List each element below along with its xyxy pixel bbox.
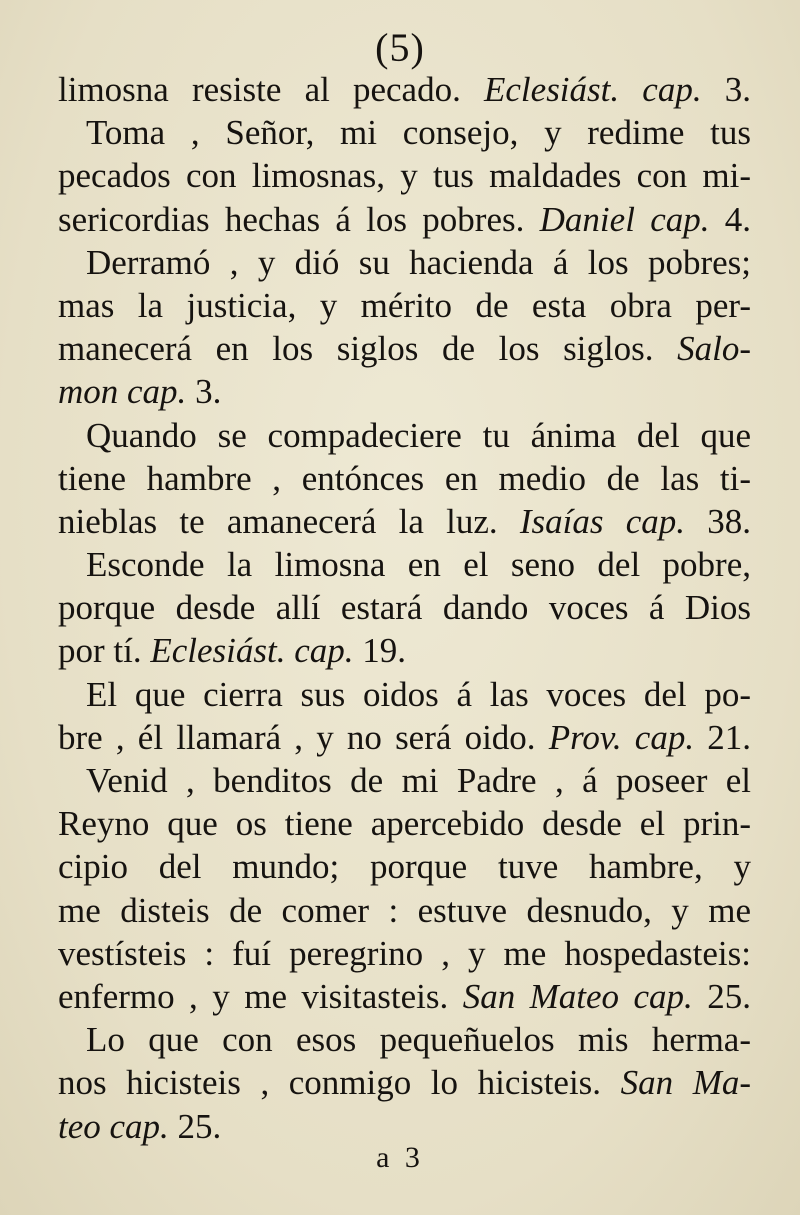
text-line — [58, 716, 751, 759]
text-line — [58, 414, 751, 457]
line-text: 38. — [685, 501, 752, 541]
citation-text: Daniel cap. — [539, 199, 710, 239]
line-text: 4. — [709, 199, 752, 239]
text-line — [58, 586, 751, 629]
line-text: nos hicisteis , conmigo lo hicisteis. — [58, 1063, 621, 1103]
line-text: 25. — [692, 976, 751, 1016]
line-text: Lo que con esos pequeñuelos mis herma- — [86, 1020, 751, 1060]
line-text: enfermo , y me visitasteis. — [58, 976, 463, 1016]
text-line — [58, 1018, 751, 1061]
line-text: 3. — [186, 372, 222, 412]
citation-text: Salo- — [677, 329, 751, 369]
citation-text: San Mateo cap. — [462, 976, 693, 1016]
text-line — [58, 889, 751, 932]
text-line — [58, 327, 751, 370]
line-text: me disteis de comer : estuve desnudo, y me — [58, 890, 751, 930]
citation-text: Isaías cap. — [519, 501, 686, 541]
citation-text: Prov. cap. — [548, 717, 695, 757]
line-text: manecerá en los siglos de los siglos. — [58, 329, 678, 369]
page-number: (5) — [375, 25, 425, 70]
line-text: Esconde la limosna en el seno del pobre, — [86, 545, 751, 585]
text-line — [58, 198, 751, 241]
text-line — [58, 543, 751, 586]
text-line — [58, 802, 751, 845]
text-line — [58, 500, 751, 543]
text-line — [58, 457, 751, 500]
line-text: Reyno que os tiene apercebido desde el prin- — [58, 804, 751, 844]
text-line — [58, 241, 751, 284]
line-text: 3. — [701, 70, 751, 109]
page-body-text — [58, 68, 751, 1148]
line-text: limosna resiste al pecado. — [58, 70, 485, 109]
line-text: pecados con limosnas, y tus maldades con mi- — [58, 156, 751, 196]
line-text: sericordias hechas á los pobres. — [58, 199, 540, 239]
text-line — [58, 629, 751, 672]
citation-text: Eclesiást. cap. — [484, 70, 702, 109]
text-line — [58, 975, 751, 1018]
line-text: mas la justicia, y mérito de esta obra per- — [58, 285, 751, 325]
line-text: El que cierra sus oidos á las voces del po- — [86, 674, 751, 714]
line-text: Venid , benditos de mi Padre , á poseer el — [86, 761, 751, 800]
text-line — [58, 673, 751, 716]
citation-text: teo cap. — [58, 1106, 169, 1146]
text-line — [58, 759, 751, 802]
text-line — [58, 932, 751, 975]
text-line — [58, 111, 751, 154]
text-line — [58, 284, 751, 327]
line-text: 21. — [694, 717, 751, 757]
text-line — [58, 845, 751, 888]
line-text: tiene hambre , entónces en medio de las ti- — [58, 458, 751, 498]
printer-signature-mark: a 3 — [376, 1141, 424, 1174]
text-line — [58, 154, 751, 197]
line-text: bre , él llamará , y no será oido. — [58, 717, 549, 757]
citation-text: San Ma- — [620, 1063, 751, 1103]
line-text: porque desde allí estará dando voces á Dios — [58, 588, 751, 628]
line-text: por tí. — [58, 631, 151, 671]
line-text: 19. — [353, 631, 407, 671]
text-line — [58, 1061, 751, 1104]
citation-text: mon cap. — [58, 372, 187, 412]
line-text: Toma , Señor, mi consejo, y redime tus — [86, 113, 751, 153]
line-text: Derramó , y dió su hacienda á los pobres; — [86, 242, 751, 282]
line-text: nieblas te amanecerá la luz. — [58, 501, 520, 541]
text-line — [58, 370, 751, 413]
line-text: vestísteis : fuí peregrino , y me hospedasteis: — [58, 933, 751, 973]
line-text: cipio del mundo; porque tuve hambre, y — [58, 847, 751, 887]
line-text: 25. — [168, 1106, 222, 1146]
line-text: Quando se compadeciere tu ánima del que — [86, 415, 751, 455]
citation-text: Eclesiást. cap. — [150, 631, 354, 671]
text-line — [58, 68, 751, 111]
